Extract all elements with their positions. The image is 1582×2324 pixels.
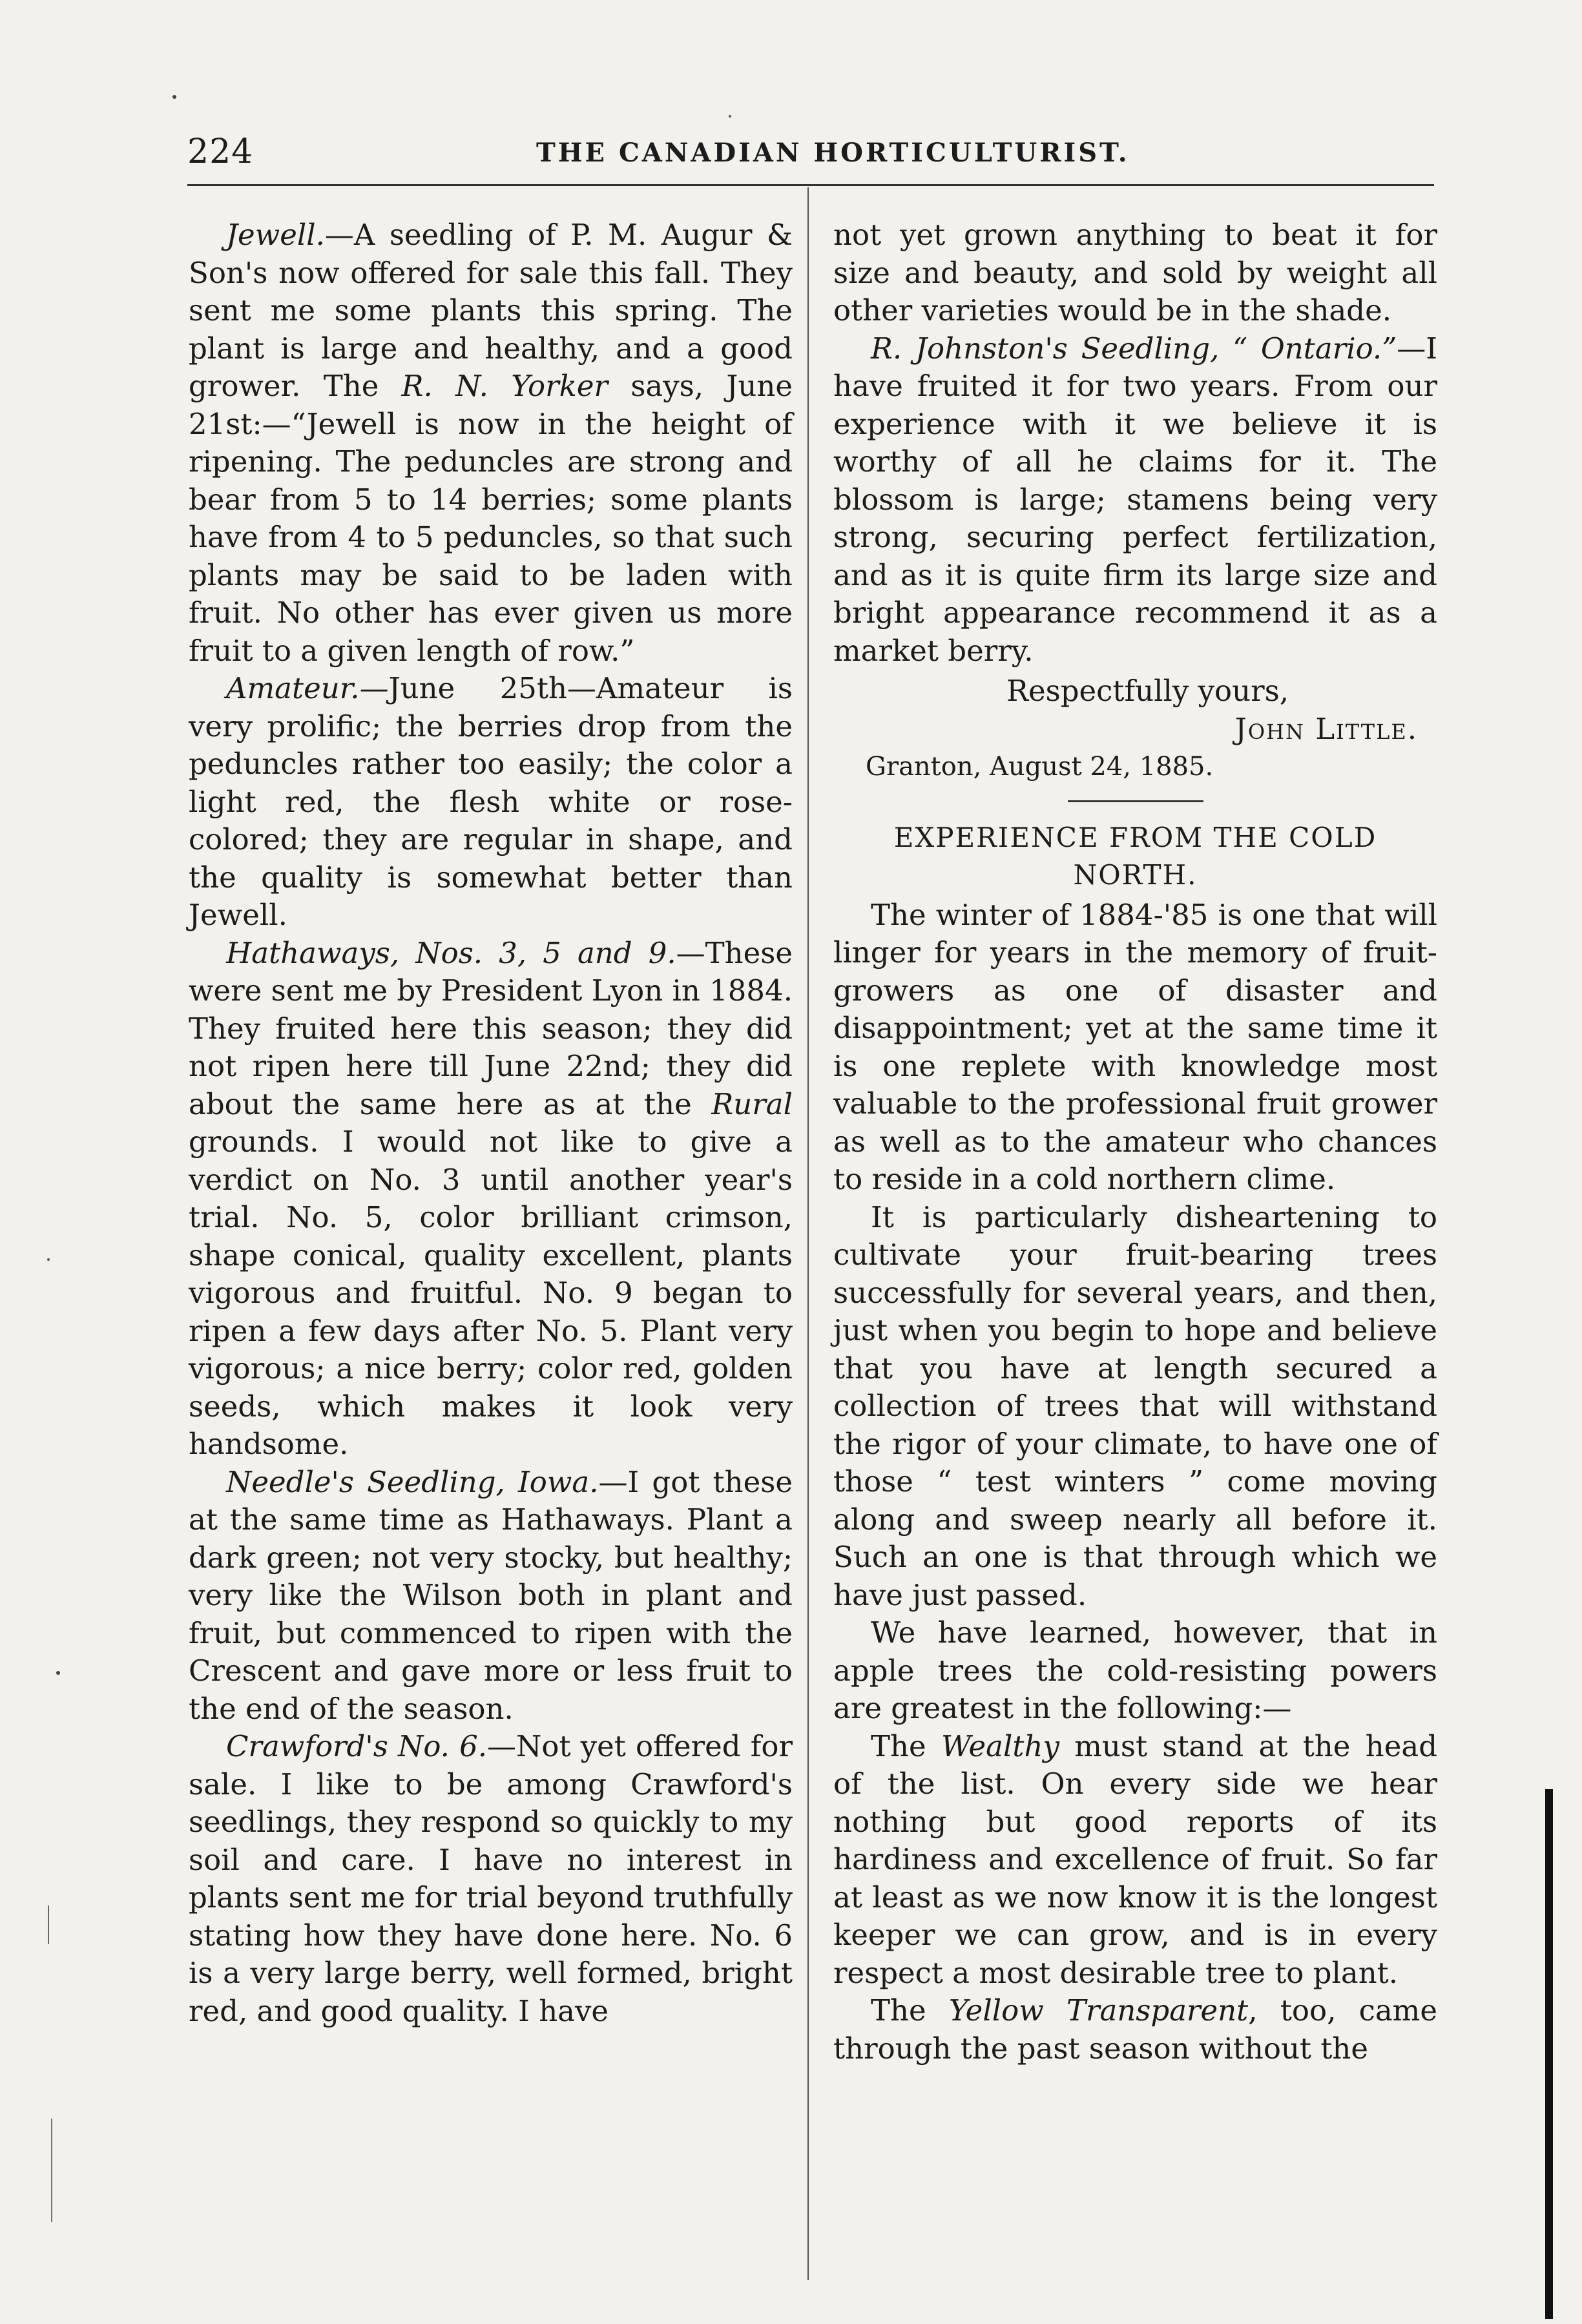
paragraph-wealthy: The Wealthy must stand at the head of the list. On every side we hear nothing but good reports of its hardiness and excellence of fruit. So far at least as we now know it is the longest keeper we can grow, and is in every respect a most desirable tree to plant. bbox=[833, 1728, 1437, 1990]
paragraph-jewell: Jewell.—A seedling of P. M. Augur & Son's now offered for sale this fall. They sent me some plants this spring. The plant is large and healthy, and a good grower. The R. N. Yorker says, June 21st:—“Jewell is now in the height of ripening. The peduncles are strong and bear from 5 to 14 berries; some plants have from 4 to 5 peduncles, so that such plants may be said to be laden with fruit. No other has ever given us more fruit to a given length of row.” bbox=[189, 218, 793, 668]
paragraph-johnstons-seedling: R. Johnston's Seedling, “ Ontario.”—I have fruited it for two years. From our experience with it we believe it is worthy of all he claims for it. The blossom is large; stamens being very strong, securing perfect fertilization, and as it is quite firm its large size and bright appearance recommend it as a market berry. bbox=[833, 331, 1437, 668]
variety-name: Yellow Transparent bbox=[948, 1993, 1249, 2028]
paragraph-learned: We have learned, however, that in apple trees the cold-resisting powers are greatest in the following:— bbox=[833, 1615, 1437, 1725]
letter-closing: Respectfully yours, bbox=[1006, 674, 1289, 708]
paragraph-needles-seedling: Needle's Seedling, Iowa.—I got these at the same time as Hathaways. Plant a dark green; not very stocky, but healthy; very like the Wilson both in plant and fruit, but commenced to ripen with the Crescent and gave more or less fruit to the end of the season. bbox=[189, 1464, 793, 1726]
variety-name: Jewell. bbox=[226, 218, 325, 252]
article-title: EXPERIENCE FROM THE COLD NORTH. bbox=[893, 821, 1377, 891]
paragraph-crawfords: Crawford's No. 6.—Not yet offered for sale. I like to be among Crawford's seedlings, they respond so quickly to my soil and care. I have no interest in plants sent me for trial beyond truthfully stating how they have done here. No. 6 is a very large berry, well formed, bright red, and good quality. I have bbox=[189, 1729, 793, 2028]
variety-name: Crawford's No. 6. bbox=[226, 1729, 487, 1763]
variety-name: Needle's Seedling, Iowa. bbox=[226, 1464, 599, 1499]
paragraph-hathaways: Hathaways, Nos. 3, 5 and 9.—These were sent me by President Lyon in 1884. They fruited here this season; they did not ripen here till June 22nd; they did about the same here as at the Rural grounds. I would not like to give a verdict on No. 3 until another year's trial. No. 5, color brilliant crimson, shape conical, quality excellent, plants vigorous and fruitful. No. 9 began to ripen a few days after No. 5. Plant very vigorous; a nice berry; color red, golden seeds, which makes it look very handsome. bbox=[189, 935, 793, 1461]
paragraph-amateur: Amateur.—June 25th—Amateur is very prolific; the berries drop from the peduncles rather too easily; the color a light red, the flesh white or rose-colored; they are regular in shape, and the quality is somewhat better than Jewell. bbox=[189, 671, 793, 932]
paragraph-winter: The winter of 1884-'85 is one that will linger for years in the memory of fruit-growers as one of disaster and disappointment; yet at the same time it is one replete with knowledge most valuable to the professional fruit grower as well as to the amateur who chances to reside in a cold northern clime. bbox=[833, 897, 1437, 1196]
letter-place-date: Granton, August 24, 1885. bbox=[866, 752, 1214, 782]
source-name: Rural bbox=[711, 1086, 793, 1121]
running-title: THE CANADIAN HORTICULTURIST. bbox=[536, 138, 1130, 168]
variety-name: Wealthy bbox=[941, 1728, 1059, 1763]
variety-name: Amateur. bbox=[226, 671, 360, 705]
variety-name: R. Johnston's Seedling, “ Ontario.” bbox=[871, 331, 1397, 366]
paragraph-disheartening: It is particularly disheartening to cultivate your fruit-bearing trees successfully for several years, and then, just when you begin to hope and believe that you have at length secured a collection of trees that will withstand the rigor of your climate, to have one of those “ test winters ” come moving along and sweep nearly all before it. Such an one is that through which we have just passed. bbox=[833, 1199, 1437, 1612]
paragraph-yellow-transparent: The Yellow Transparent, too, came through the past season without the bbox=[833, 1993, 1437, 2066]
paragraph-continued: not yet grown anything to beat it for size and beauty, and sold by weight all other varieties would be in the shade. bbox=[833, 218, 1437, 327]
variety-name: Hathaways, Nos. 3, 5 and 9. bbox=[226, 935, 676, 970]
page-number: 224 bbox=[187, 132, 254, 171]
source-name: R. N. Yorker bbox=[401, 369, 609, 403]
letter-signature: John Little. bbox=[1234, 711, 1418, 746]
